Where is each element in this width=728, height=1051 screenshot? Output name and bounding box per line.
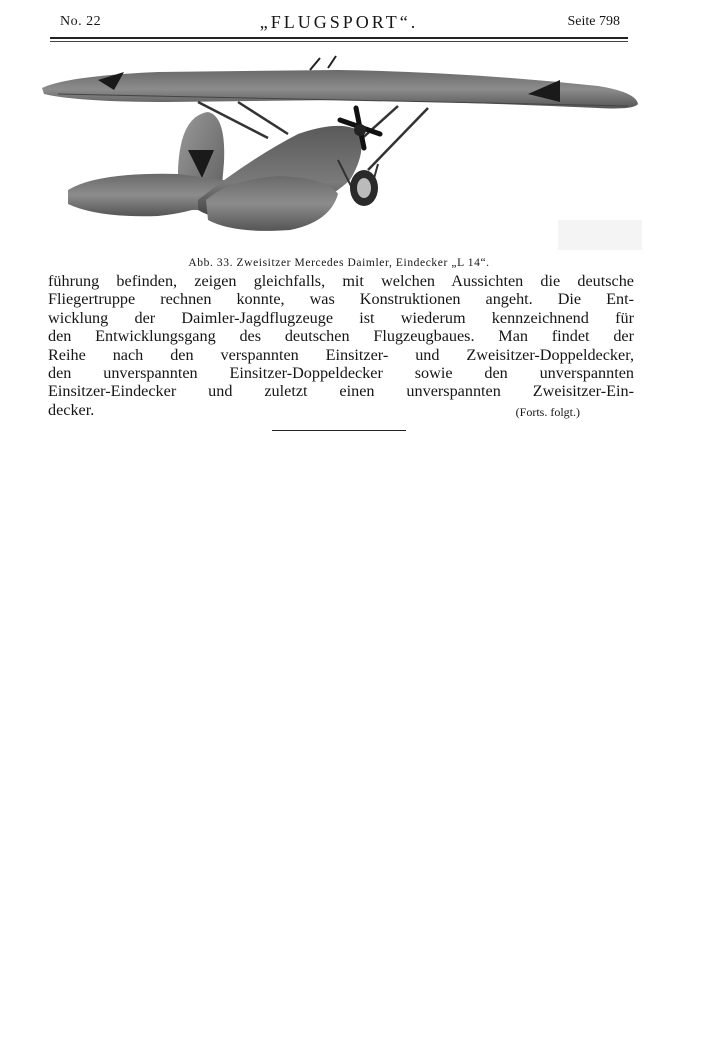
article-end-rule [272,430,406,431]
aircraft-photo [38,50,642,250]
text-line: Reihe nach den verspannten Einsitzer- und Zweisitzer-Doppeldecker, [48,345,634,364]
text-line: den unverspannten Einsitzer-Doppeldecker sowie den unverspannten [48,363,634,382]
journal-title: „FLUGSPORT“. [259,12,419,32]
text-line: Einsitzer-Eindecker und zuletzt einen unverspannten Zweisitzer-Ein- [48,382,634,401]
text-line: führung befinden, zeigen gleichfalls, mit welchen Aussichten die deutsche [48,272,634,290]
last-line-text: decker. [48,400,95,419]
header-rule [50,37,628,39]
text-line: wicklung der Daimler-Jagdflugzeuge ist wiederum kennzeichnend für [48,308,634,327]
page-header [50,12,628,38]
text-line: Fliegertruppe rechnen konnte, was Konstruktionen angeht. Die Ent- [48,290,634,309]
continuation-note: (Forts. folgt.) [515,404,580,419]
figure-caption: Abb. 33. Zweisitzer Mercedes Daimler, Eindecker „L 14“. [188,257,490,269]
header-rule-thin [50,41,628,42]
issue-number: No. 22 [60,14,102,29]
body-paragraph [48,272,634,419]
page-number: Seite 798 [567,14,620,29]
text-line: den Entwicklungsgang des deutschen Flugzeugbaues. Man findet der [48,327,634,346]
text-line-last [48,401,634,419]
